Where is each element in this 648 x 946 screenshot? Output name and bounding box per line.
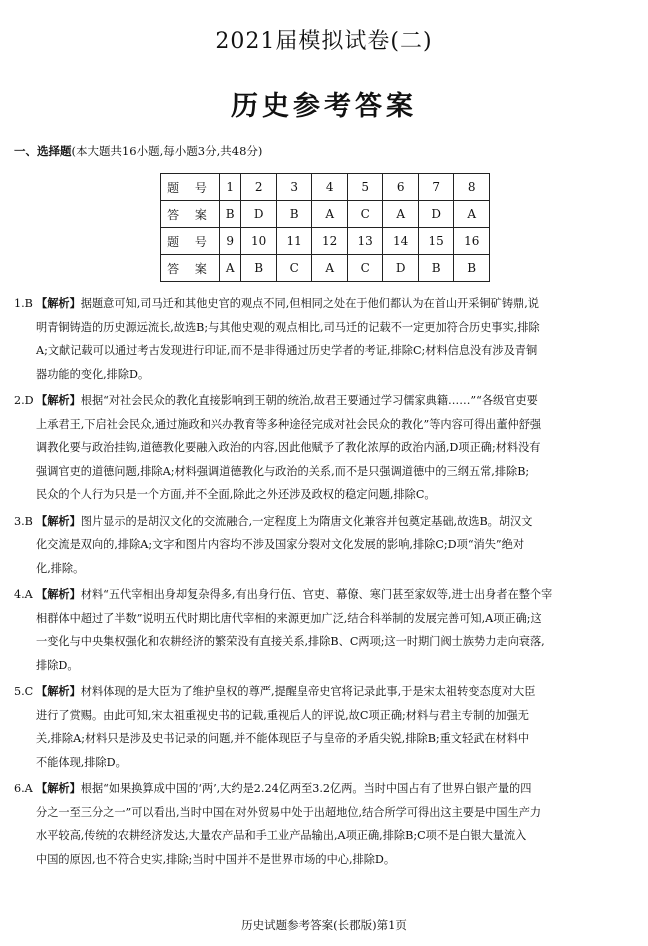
line-text: 相群体中超过了半数”说明五代时期比唐代宰相的来源更加广泛,结合科举制的发展完善可知,A项正确;这 [36, 611, 542, 625]
explanation-line [14, 630, 634, 654]
line-text: 图片显示的是胡汉文化的交流融合,一定程度上为隋唐文化兼容并包奠定基础,故选B。胡汉文 [80, 514, 533, 528]
answer-cell: A [220, 255, 241, 282]
analysis-tag: 【解析】 [36, 513, 81, 528]
explanation-line [14, 607, 634, 631]
line-text: 化,排除。 [36, 561, 85, 575]
analysis-tag: 【解析】 [36, 781, 81, 795]
answer-cell: C [347, 255, 383, 282]
page-title: 历史参考答案 [231, 91, 417, 122]
answer-cell: 14 [383, 228, 419, 255]
answer-cell: 5 [347, 174, 383, 201]
item-number: 1.B [14, 297, 33, 310]
answer-cell: 13 [347, 228, 383, 255]
analysis-tag: 【解析】 [36, 296, 81, 310]
answer-cell: 8 [454, 174, 490, 201]
explanation-line [14, 339, 634, 363]
explanation-line [14, 777, 634, 801]
explanation-line [14, 654, 634, 678]
answer-cell: C [276, 255, 312, 282]
answer-table-row [161, 174, 490, 201]
line-text: 不能体现,排除D。 [36, 755, 127, 769]
line-text: 分之一至三分之一”可以看出,当时中国在对外贸易中处于出超地位,结合所学可得出这主要是中国生产力 [36, 805, 542, 819]
explanation-line [14, 436, 634, 460]
answer-table-row [161, 255, 490, 282]
explanation-item [14, 680, 634, 774]
answer-cell: 1 [220, 174, 241, 201]
line-text: 器功能的变化,排除D。 [36, 367, 150, 381]
answer-table-row [161, 201, 490, 228]
answer-cell: 11 [276, 228, 312, 255]
line-text: 材料“五代宰相出身却复杂得多,有出身行伍、官吏、幕僚、寒门甚至家奴等,进士出身者在整个宰 [80, 588, 553, 601]
line-text: 强调官吏的道德问题,排除A;材料强调道德教化与政治的关系,而不是只强调道德中的三纲五常,排除B; [36, 464, 530, 478]
row-header: 题 号 [161, 174, 220, 201]
explanation-line [14, 848, 634, 872]
answer-cell: 15 [418, 228, 454, 255]
explanation-line [14, 533, 634, 557]
item-number: 6.A [14, 782, 33, 795]
analysis-tag: 【解析】 [36, 393, 81, 407]
line-text: 根据“如果换算成中国的‘两’,大约是2.24亿两至3.2亿两。当时中国占有了世界白银产量的四 [80, 782, 532, 795]
answer-cell: A [312, 201, 348, 228]
explanation-line [14, 680, 634, 704]
item-number: 4.A [14, 588, 33, 601]
line-text: 据题意可知,司马迁和其他史官的观点不同,但相同之处在于他们都认为在首山开采铜矿铸鼎,说 [80, 297, 539, 310]
page-footer: 历史试题参考答案(长郡版)第1页 [241, 918, 407, 932]
item-number: 2.D [14, 394, 34, 407]
explanation-line [14, 389, 634, 413]
explanation-line [14, 801, 634, 825]
answer-cell: B [220, 201, 241, 228]
explanation-line [14, 824, 634, 848]
line-text: 民众的个人行为只是一个方面,并不全面,除此之外还涉及政权的稳定问题,排除C。 [36, 488, 436, 501]
explanation-line [14, 704, 634, 728]
explanation-line [14, 460, 634, 484]
answer-cell: A [312, 255, 348, 282]
line-text: 上承君王,下启社会民众,通过施政和兴办教育等多种途径完成对社会民众的教化”等内容可得出董仲舒强 [36, 417, 542, 431]
answer-cell: 16 [454, 228, 490, 255]
answer-cell: 3 [276, 174, 312, 201]
row-header: 答 案 [161, 201, 220, 228]
explanation-line [14, 483, 634, 507]
line-text: 明青铜铸造的历史源远流长,故选B;与其他史观的观点相比,司马迁的记载不一定更加符合历史事实,排除 [36, 320, 540, 334]
answer-cell: B [418, 255, 454, 282]
explanation-item [14, 583, 634, 677]
answer-cell: B [454, 255, 490, 282]
answer-cell: 4 [312, 174, 348, 201]
line-text: 化交流是双向的,排除A;文字和图片内容均不涉及国家分裂对文化发展的影响,排除C;D项“消失”绝对 [36, 538, 525, 551]
row-header: 答 案 [161, 255, 220, 282]
explanation-list [14, 292, 634, 874]
answer-cell: 12 [312, 228, 348, 255]
line-text: 调教化要与政治挂钩,道德教化要融入政治的内容,因此他赋予了教化浓厚的政治内涵,D项正确;材料没有 [36, 441, 541, 454]
explanation-line [14, 751, 634, 775]
line-text: A;文献记载可以通过考古发现进行印证,而不是非得通过历史学者的考证,排除C;材料信息没有涉及青铜 [36, 344, 538, 357]
explanation-line [14, 316, 634, 340]
explanation-line [14, 557, 634, 581]
line-text: 水平较高,传统的农耕经济发达,大量农产品和手工业产品输出,A项正确,排除B;C项不是白银大量流入 [36, 829, 527, 842]
analysis-tag: 【解析】 [36, 684, 81, 698]
row-header: 题 号 [161, 228, 220, 255]
section-label: 一、选择题 [14, 144, 72, 158]
explanation-line [14, 727, 634, 751]
answer-cell: B [276, 201, 312, 228]
explanation-line [14, 363, 634, 387]
answer-cell: 2 [241, 174, 277, 201]
explanation-item [14, 389, 634, 507]
exam-title: 2021届模拟试卷(二) [215, 29, 433, 54]
item-number: 5.C [14, 685, 34, 698]
answer-cell: 7 [418, 174, 454, 201]
line-text: 排除D。 [36, 658, 79, 672]
line-text: 根据“对社会民众的教化直接影响到王朝的统治,故君王要通过学习儒家典籍……”“各级官吏要 [80, 394, 538, 407]
answer-cell: B [241, 255, 277, 282]
answer-cell: A [383, 201, 419, 228]
line-text: 中国的原因,也不符合史实,排除;当时中国并不是世界市场的中心,排除D。 [36, 852, 396, 866]
explanation-item [14, 292, 634, 386]
explanation-line [14, 413, 634, 437]
answer-table [160, 173, 490, 282]
item-number: 3.B [14, 514, 33, 528]
explanation-line [14, 510, 634, 534]
answer-cell: A [454, 201, 490, 228]
answer-cell: 9 [220, 228, 241, 255]
answer-cell: D [241, 201, 277, 228]
answer-cell: 6 [383, 174, 419, 201]
explanation-line [14, 292, 634, 316]
line-text: 一变化与中央集权强化和农耕经济的繁荣没有直接关系,排除B、C两项;这一时期门阀士族势力走向衰落, [36, 635, 545, 648]
answer-cell: D [383, 255, 419, 282]
explanation-item [14, 510, 634, 581]
analysis-tag: 【解析】 [36, 587, 81, 601]
line-text: 进行了赏赐。由此可知,宋太祖重视史书的记载,重视后人的评说,故C项正确;材料与君主专制的加强无 [36, 708, 529, 722]
explanation-line [14, 583, 634, 607]
line-text: 关,排除A;材料只是涉及史书记录的问题,并不能体现臣子与皇帝的矛盾尖锐,排除B;重文轻武在材料中 [36, 732, 530, 745]
answer-cell: 10 [241, 228, 277, 255]
section-note: (本大题共16小题,每小题3分,共48分) [71, 144, 263, 158]
explanation-item [14, 777, 634, 871]
answer-table-row [161, 228, 490, 255]
answer-cell: C [347, 201, 383, 228]
answer-cell: D [418, 201, 454, 228]
line-text: 材料体现的是大臣为了维护皇权的尊严,提醒皇帝史官将记录此事,于是宋太祖转变态度对大臣 [80, 685, 536, 698]
section-heading [14, 143, 262, 159]
